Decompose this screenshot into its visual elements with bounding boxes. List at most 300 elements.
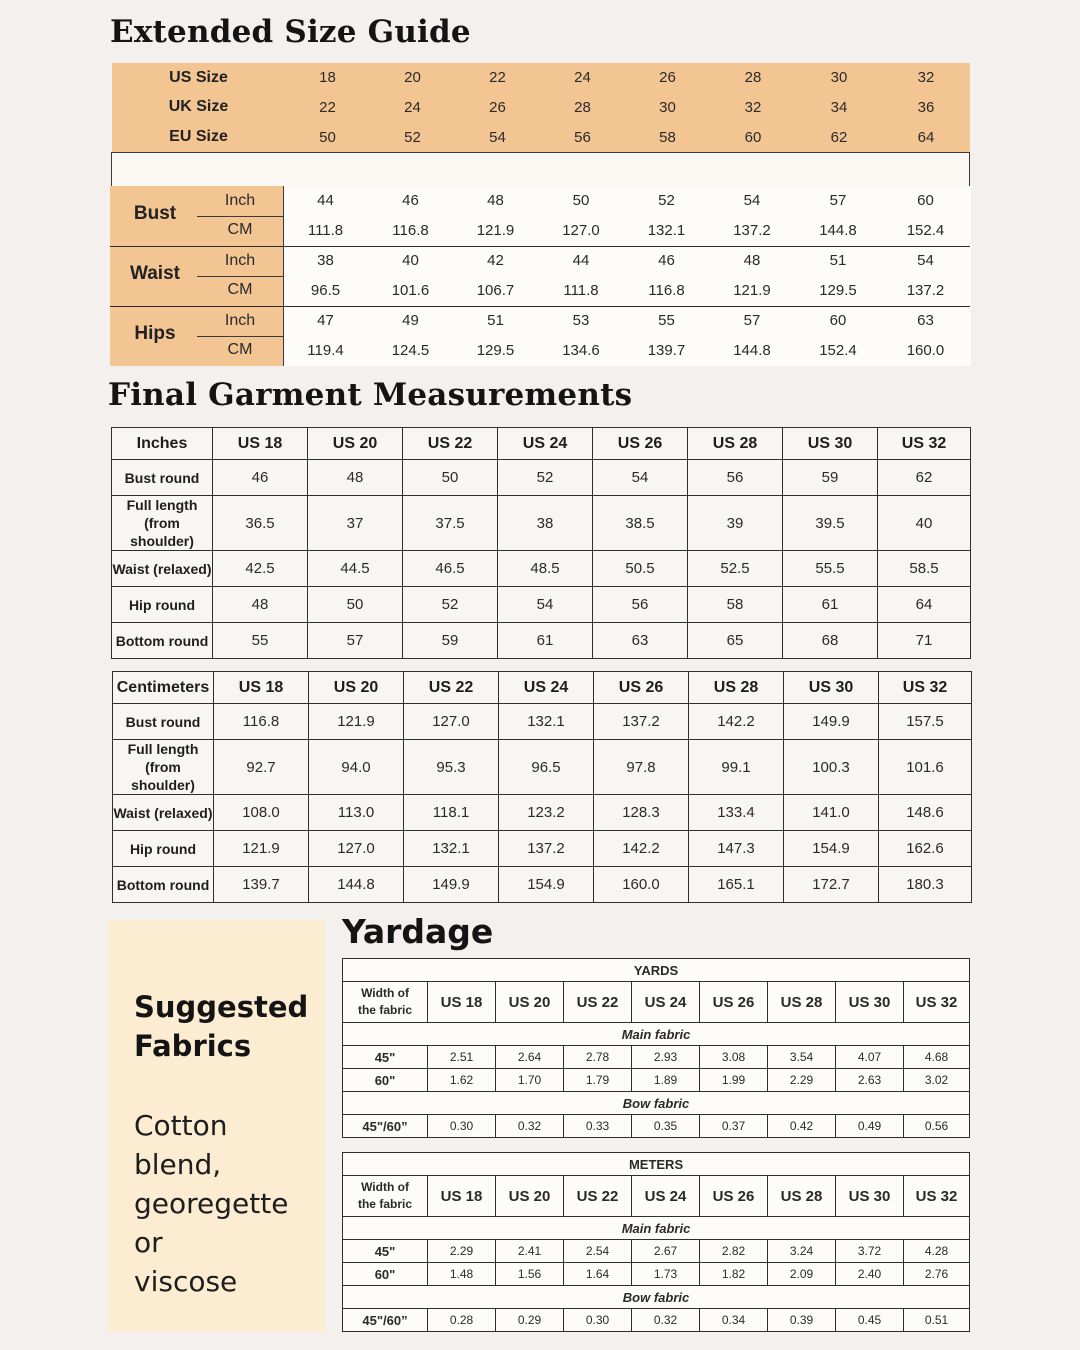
- table-cell: 4.07: [836, 1046, 904, 1069]
- suggested-fabrics-title: [134, 988, 314, 1066]
- table-cell: 0.28: [428, 1309, 496, 1332]
- table-cell: 1.73: [632, 1263, 700, 1286]
- table-row: [112, 623, 971, 659]
- size-value: 34: [830, 98, 848, 116]
- measure-inch-value: 49: [402, 312, 419, 329]
- table-cell: 39: [688, 496, 783, 551]
- measure-inch-value: 46: [402, 192, 419, 209]
- row-label: Hip round: [112, 587, 213, 623]
- table-cell: 2.82: [700, 1240, 768, 1263]
- table-cell: 154.9: [499, 867, 594, 903]
- table-cell: 162.6: [879, 831, 972, 867]
- table-cell: 44.5: [308, 551, 403, 587]
- row-label: Bottom round: [113, 867, 214, 903]
- table-row: [112, 460, 971, 496]
- garment-inches-table: [111, 427, 971, 659]
- table-cell: 2.41: [496, 1240, 564, 1263]
- table-cell: 0.30: [428, 1115, 496, 1138]
- unit-heading: METERS: [343, 1153, 970, 1176]
- width-label: [343, 982, 428, 1023]
- size-value: 24: [574, 69, 591, 87]
- measure-inch-value: 48: [743, 252, 761, 269]
- unit-cm-label: CM: [227, 341, 253, 358]
- size-column-header: US 30: [836, 1176, 904, 1217]
- table-cell: 154.9: [784, 831, 879, 867]
- table-cell: 38.5: [593, 496, 688, 551]
- measure-inch-value: 53: [572, 312, 590, 329]
- row-label: Bottom round: [112, 623, 213, 659]
- table-cell: 141.0: [784, 795, 879, 831]
- table-cell: 160.0: [594, 867, 689, 903]
- spacer-bar: [111, 152, 970, 187]
- table-cell: 38: [498, 496, 593, 551]
- width-label-line: the fabric: [357, 1003, 412, 1017]
- table-cell: 142.2: [689, 704, 784, 740]
- width-label-line: the fabric: [357, 1197, 412, 1211]
- row-label: 45": [343, 1240, 428, 1263]
- table-cell: 101.6: [879, 740, 972, 795]
- measure-cm-value: 137.2: [733, 222, 771, 239]
- row-label: [113, 740, 214, 795]
- size-value: 60: [744, 128, 762, 146]
- main-fabric-label: Main fabric: [343, 1023, 970, 1046]
- table-cell: 149.9: [784, 704, 879, 740]
- table-cell: 52.5: [688, 551, 783, 587]
- table-cell: 0.37: [700, 1115, 768, 1138]
- measure-inch-value: 57: [743, 312, 761, 329]
- size-row-label: EU Size: [169, 128, 228, 146]
- size-column-header: US 32: [904, 982, 970, 1023]
- row-label: 45"/60”: [343, 1309, 428, 1332]
- table-cell: 48: [213, 587, 308, 623]
- table-row: [112, 496, 971, 551]
- measure-inch-value: 60: [829, 312, 847, 329]
- table-cell: 127.0: [404, 704, 499, 740]
- measure-cm-value: 106.7: [476, 282, 515, 299]
- table-cell: 58.5: [878, 551, 971, 587]
- table-cell: 0.30: [564, 1309, 632, 1332]
- table-cell: 56: [593, 587, 688, 623]
- table-cell: 0.32: [632, 1309, 700, 1332]
- table-cell: 46: [213, 460, 308, 496]
- table-cell: 1.56: [496, 1263, 564, 1286]
- table-cell: 95.3: [404, 740, 499, 795]
- measure-cm-value: 144.8: [819, 222, 857, 239]
- size-column-header: US 22: [564, 1176, 632, 1217]
- table-row: [113, 831, 972, 867]
- measure-inch-value: 42: [487, 252, 504, 269]
- size-value: 54: [489, 128, 506, 146]
- row-label-line: (from shoulder): [131, 759, 195, 793]
- subheading-row: [343, 1092, 970, 1115]
- table-cell: 39.5: [783, 496, 878, 551]
- fabrics-title-line: Fabrics: [134, 1029, 252, 1063]
- size-column-header: US 18: [214, 672, 309, 704]
- table-row: [343, 1309, 970, 1332]
- measure-cm-value: 152.4: [906, 222, 945, 239]
- table-cell: 65: [688, 623, 783, 659]
- table-row: [113, 867, 972, 903]
- table-cell: 3.24: [768, 1240, 836, 1263]
- table-cell: 1.99: [700, 1069, 768, 1092]
- table-cell: 1.64: [564, 1263, 632, 1286]
- table-cell: 46.5: [403, 551, 498, 587]
- table-cell: 4.28: [904, 1240, 970, 1263]
- measure-inch-value: 44: [572, 252, 590, 269]
- measure-inch-value: 47: [317, 312, 334, 329]
- size-row-label: UK Size: [168, 98, 229, 116]
- measure-inch-value: 50: [572, 192, 590, 209]
- table-cell: 2.09: [768, 1263, 836, 1286]
- size-column-header: US 24: [499, 672, 594, 704]
- table-cell: 68: [783, 623, 878, 659]
- measure-inch-value: 48: [487, 192, 504, 209]
- measure-cm-value: 127.0: [562, 222, 600, 239]
- measure-cm-value: 152.4: [819, 342, 857, 359]
- fabrics-text-line: blend,: [134, 1148, 222, 1181]
- table-cell: 2.63: [836, 1069, 904, 1092]
- table-cell: 61: [783, 587, 878, 623]
- unit-cm-label: CM: [227, 281, 253, 298]
- table-cell: 55: [213, 623, 308, 659]
- table-row: [113, 795, 972, 831]
- size-column-header: US 28: [689, 672, 784, 704]
- measure-inch-value: 51: [829, 252, 847, 269]
- table-cell: 64: [878, 587, 971, 623]
- unit-inch-label: Inch: [224, 312, 256, 329]
- table-cell: 50: [308, 587, 403, 623]
- size-column-header: US 32: [878, 428, 971, 460]
- measure-inch-value: 44: [317, 192, 334, 209]
- size-column-header: US 18: [428, 1176, 496, 1217]
- size-column-header: US 18: [213, 428, 308, 460]
- table-cell: 1.70: [496, 1069, 564, 1092]
- yardage-yards-table: [342, 958, 970, 1138]
- table-cell: 3.72: [836, 1240, 904, 1263]
- fabrics-text-line: viscose: [134, 1265, 238, 1298]
- unit-divider: [197, 216, 283, 217]
- size-row-label: US Size: [169, 68, 228, 86]
- row-label: Bust round: [112, 460, 213, 496]
- table-cell: 142.2: [594, 831, 689, 867]
- size-column-header: US 32: [879, 672, 972, 704]
- fabrics-text-line: Cotton: [134, 1109, 228, 1142]
- measure-cm-value: 121.9: [733, 282, 771, 299]
- measure-group-label: Waist: [130, 263, 180, 284]
- table-cell: 2.29: [768, 1069, 836, 1092]
- table-cell: 157.5: [879, 704, 972, 740]
- table-cell: 1.79: [564, 1069, 632, 1092]
- yardage-title: Yardage: [342, 912, 494, 951]
- header-row: [343, 982, 970, 1023]
- measure-inch-value: 54: [743, 192, 761, 209]
- measure-inch-value: 52: [658, 192, 675, 209]
- table-cell: 0.49: [836, 1115, 904, 1138]
- table-cell: 137.2: [499, 831, 594, 867]
- table-cell: 0.29: [496, 1309, 564, 1332]
- unit-corner-label: Centimeters: [113, 672, 214, 704]
- table-cell: 48.5: [498, 551, 593, 587]
- table-cell: 2.54: [564, 1240, 632, 1263]
- table-cell: 0.35: [632, 1115, 700, 1138]
- measure-inch-value: 51: [487, 312, 504, 329]
- table-cell: 3.08: [700, 1046, 768, 1069]
- table-cell: 132.1: [499, 704, 594, 740]
- measure-cm-value: 139.7: [647, 342, 686, 359]
- final-garment-title: Final Garment Measurements: [108, 377, 633, 413]
- table-cell: 50.5: [593, 551, 688, 587]
- row-label-line: Full length: [126, 497, 198, 513]
- group-divider: [110, 306, 970, 307]
- garment-cm-table: [112, 671, 972, 903]
- table-cell: 121.9: [309, 704, 404, 740]
- header-row: [113, 672, 972, 704]
- table-cell: 37: [308, 496, 403, 551]
- measure-inch-value: 63: [917, 312, 934, 329]
- table-row: [112, 587, 971, 623]
- size-column-header: US 20: [309, 672, 404, 704]
- table-cell: 128.3: [594, 795, 689, 831]
- table-cell: 3.02: [904, 1069, 970, 1092]
- table-cell: 144.8: [309, 867, 404, 903]
- suggested-fabrics-text: [134, 1106, 319, 1301]
- table-cell: 2.76: [904, 1263, 970, 1286]
- fabrics-text-line: georegette or: [134, 1187, 289, 1259]
- size-value: 28: [744, 69, 762, 87]
- table-cell: 42.5: [213, 551, 308, 587]
- table-cell: 99.1: [689, 740, 784, 795]
- size-value: 50: [319, 128, 336, 146]
- measure-inch-value: 57: [829, 192, 847, 209]
- table-cell: 121.9: [214, 831, 309, 867]
- measure-inch-value: 40: [402, 252, 419, 269]
- measure-cm-value: 160.0: [906, 342, 945, 359]
- size-value: 52: [404, 128, 421, 146]
- table-cell: 127.0: [309, 831, 404, 867]
- yardage-meters-table: [342, 1152, 970, 1332]
- table-cell: 71: [878, 623, 971, 659]
- size-row: [112, 122, 970, 152]
- subheading-row: [343, 1217, 970, 1240]
- size-column-header: US 26: [594, 672, 689, 704]
- measure-cm-value: 111.8: [563, 282, 599, 299]
- table-row: [343, 1115, 970, 1138]
- table-cell: 1.48: [428, 1263, 496, 1286]
- unit-row: [343, 959, 970, 982]
- row-label: [112, 496, 213, 551]
- table-cell: 0.51: [904, 1309, 970, 1332]
- fabrics-title-line: Suggested: [134, 990, 309, 1024]
- row-label-line: Full length: [127, 741, 199, 757]
- table-cell: 0.56: [904, 1115, 970, 1138]
- measure-cm-value: 144.8: [733, 342, 771, 359]
- table-cell: 149.9: [404, 867, 499, 903]
- bow-fabric-label: Bow fabric: [343, 1092, 970, 1115]
- table-cell: 1.62: [428, 1069, 496, 1092]
- table-cell: 0.33: [564, 1115, 632, 1138]
- measure-inch-value: 55: [658, 312, 675, 329]
- size-value: 22: [489, 69, 506, 87]
- table-cell: 50: [403, 460, 498, 496]
- table-cell: 54: [498, 587, 593, 623]
- table-cell: 100.3: [784, 740, 879, 795]
- table-cell: 2.29: [428, 1240, 496, 1263]
- size-conversion-table: [112, 63, 970, 152]
- size-value: 56: [574, 128, 591, 146]
- table-cell: 2.64: [496, 1046, 564, 1069]
- measure-cm-value: 116.8: [392, 222, 429, 239]
- table-cell: 97.8: [594, 740, 689, 795]
- table-cell: 113.0: [309, 795, 404, 831]
- table-cell: 139.7: [214, 867, 309, 903]
- table-row: [113, 704, 972, 740]
- table-cell: 148.6: [879, 795, 972, 831]
- table-cell: 3.54: [768, 1046, 836, 1069]
- size-value: 22: [319, 98, 336, 116]
- table-cell: 52: [498, 460, 593, 496]
- table-cell: 61: [498, 623, 593, 659]
- table-cell: 94.0: [309, 740, 404, 795]
- measure-cm-value: 111.8: [307, 222, 344, 239]
- measure-cm-value: 124.5: [391, 342, 430, 359]
- size-value: 32: [744, 98, 762, 116]
- size-row: [112, 93, 970, 123]
- measure-group-label: Hips: [134, 323, 176, 344]
- row-label: 60": [343, 1069, 428, 1092]
- table-row: [343, 1046, 970, 1069]
- measure-cm-value: 129.5: [819, 282, 857, 299]
- width-label-line: Width of: [361, 1180, 409, 1194]
- table-row: [343, 1240, 970, 1263]
- table-cell: 118.1: [404, 795, 499, 831]
- size-column-header: US 32: [904, 1176, 970, 1217]
- measure-cm-value: 132.1: [647, 222, 686, 239]
- table-row: [112, 551, 971, 587]
- size-column-header: US 24: [632, 1176, 700, 1217]
- table-cell: 48: [308, 460, 403, 496]
- table-row: [343, 1263, 970, 1286]
- size-value: 26: [489, 98, 506, 116]
- size-value: 18: [319, 69, 336, 87]
- table-cell: 57: [308, 623, 403, 659]
- size-value: 28: [574, 98, 591, 116]
- size-value: 30: [659, 98, 676, 116]
- table-cell: 0.42: [768, 1115, 836, 1138]
- bow-fabric-label: Bow fabric: [343, 1286, 970, 1309]
- table-cell: 2.51: [428, 1046, 496, 1069]
- size-column-header: US 26: [700, 1176, 768, 1217]
- row-label: Hip round: [113, 831, 214, 867]
- size-column-header: US 26: [700, 982, 768, 1023]
- body-measure-values: [283, 186, 971, 366]
- size-value: 64: [917, 128, 935, 146]
- unit-cm-label: CM: [227, 221, 253, 238]
- measure-inch-value: 46: [658, 252, 675, 269]
- header-row: [112, 428, 971, 460]
- table-cell: 4.68: [904, 1046, 970, 1069]
- row-label: 60": [343, 1263, 428, 1286]
- table-cell: 1.82: [700, 1263, 768, 1286]
- measure-cm-value: 137.2: [906, 282, 945, 299]
- unit-heading: YARDS: [343, 959, 970, 982]
- size-column-header: US 30: [784, 672, 879, 704]
- size-column-header: US 20: [496, 982, 564, 1023]
- table-cell: 96.5: [499, 740, 594, 795]
- row-label-line: (from shoulder): [130, 515, 194, 549]
- table-cell: 2.78: [564, 1046, 632, 1069]
- size-value: 24: [404, 98, 421, 116]
- measure-cm-value: 134.6: [562, 342, 600, 359]
- table-cell: 37.5: [403, 496, 498, 551]
- size-column-header: US 20: [496, 1176, 564, 1217]
- table-cell: 59: [783, 460, 878, 496]
- table-cell: 63: [593, 623, 688, 659]
- size-guide-title: Extended Size Guide: [110, 14, 471, 50]
- measure-cm-value: 96.5: [310, 282, 341, 299]
- unit-row: [343, 1153, 970, 1176]
- table-cell: 0.45: [836, 1309, 904, 1332]
- header-row: [343, 1176, 970, 1217]
- unit-divider: [197, 336, 283, 337]
- table-cell: 52: [403, 587, 498, 623]
- table-cell: 54: [593, 460, 688, 496]
- table-cell: 116.8: [214, 704, 309, 740]
- table-cell: 40: [878, 496, 971, 551]
- table-cell: 0.39: [768, 1309, 836, 1332]
- table-cell: 0.34: [700, 1309, 768, 1332]
- size-value: 26: [659, 69, 676, 87]
- table-cell: 133.4: [689, 795, 784, 831]
- size-column-header: US 30: [783, 428, 878, 460]
- size-column-header: US 26: [593, 428, 688, 460]
- table-cell: 56: [688, 460, 783, 496]
- size-column-header: US 28: [688, 428, 783, 460]
- size-value: 36: [917, 98, 935, 116]
- table-row: [113, 740, 972, 795]
- table-cell: 62: [878, 460, 971, 496]
- size-value: 58: [659, 128, 676, 146]
- table-cell: 108.0: [214, 795, 309, 831]
- size-row: [112, 63, 970, 93]
- measure-cm-value: 116.8: [648, 282, 685, 299]
- measure-inch-value: 60: [917, 192, 934, 209]
- measure-inch-value: 54: [917, 252, 934, 269]
- table-cell: 180.3: [879, 867, 972, 903]
- width-label: [343, 1176, 428, 1217]
- size-value: 30: [830, 69, 848, 87]
- size-column-header: US 24: [632, 982, 700, 1023]
- unit-divider: [197, 276, 283, 277]
- measure-inch-value: 38: [317, 252, 334, 269]
- row-label: 45"/60”: [343, 1115, 428, 1138]
- size-column-header: US 22: [404, 672, 499, 704]
- unit-inch-label: Inch: [224, 252, 256, 269]
- table-cell: 147.3: [689, 831, 784, 867]
- measure-cm-value: 129.5: [476, 342, 515, 359]
- subheading-row: [343, 1023, 970, 1046]
- group-divider: [110, 246, 970, 247]
- subheading-row: [343, 1286, 970, 1309]
- measure-cm-value: 101.6: [391, 282, 430, 299]
- unit-inch-label: Inch: [224, 192, 256, 209]
- table-cell: 2.40: [836, 1263, 904, 1286]
- table-cell: 0.32: [496, 1115, 564, 1138]
- size-column-header: US 28: [768, 982, 836, 1023]
- size-column-header: US 22: [403, 428, 498, 460]
- table-cell: 165.1: [689, 867, 784, 903]
- table-row: [343, 1069, 970, 1092]
- row-label: 45": [343, 1046, 428, 1069]
